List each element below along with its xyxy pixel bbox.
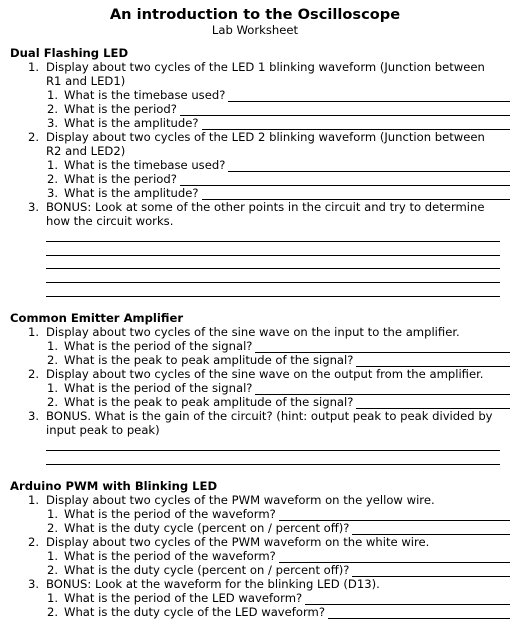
sub-question <box>0 116 510 130</box>
sub-question <box>0 158 510 172</box>
answer-blank[interactable] <box>202 119 510 130</box>
sub-question-number: 1. <box>47 506 59 521</box>
worksheet-body <box>0 46 510 619</box>
answer-line[interactable] <box>46 228 500 242</box>
sub-question-number: 2. <box>47 172 59 186</box>
question-number: 1. <box>28 60 40 74</box>
sub-question <box>0 186 510 200</box>
answer-blank[interactable] <box>305 594 510 605</box>
question-number: 2. <box>28 534 40 549</box>
answer-blank[interactable] <box>180 175 510 186</box>
sub-question-text: What is the duty cycle (percent on / percent off)? <box>64 520 350 535</box>
sub-question-number: 2. <box>47 394 59 409</box>
sub-question-number: 1. <box>47 158 59 172</box>
question-number: 2. <box>28 130 40 144</box>
sub-question <box>0 339 510 353</box>
answer-blank[interactable] <box>228 91 510 102</box>
sub-question <box>0 353 510 367</box>
answer-blank[interactable] <box>180 105 510 116</box>
sub-question-text: What is the duty cycle (percent on / percent off)? <box>64 562 350 577</box>
section <box>0 479 510 619</box>
answer-line[interactable] <box>46 269 500 283</box>
page-title: An introduction to the Oscilloscope <box>109 6 401 23</box>
question-number: 3. <box>28 200 40 214</box>
sub-question-text: What is the peak to peak amplitude of the signal? <box>64 352 354 367</box>
sub-question-text: What is the timebase used? <box>64 88 226 102</box>
sub-question-number: 1. <box>47 590 59 605</box>
answer-line[interactable] <box>46 437 500 451</box>
sub-question-text: What is the amplitude? <box>64 186 199 200</box>
answer-line[interactable] <box>46 283 500 297</box>
sub-question-number: 1. <box>47 338 59 353</box>
sub-question-text: What is the period of the waveform? <box>64 548 276 563</box>
sub-question-text: What is the period? <box>64 172 177 186</box>
section <box>0 311 510 465</box>
sub-question <box>0 507 510 521</box>
sub-question-number: 1. <box>47 88 59 102</box>
sub-question-number: 1. <box>47 548 59 563</box>
answer-blank[interactable] <box>356 398 510 409</box>
question-text: BONUS: Look at some of the other points in the circuit and try to determine how the circuit works. <box>46 200 485 228</box>
question-item <box>0 200 510 228</box>
sub-question <box>0 549 510 563</box>
answer-line[interactable] <box>46 256 500 270</box>
question-text: Display about two cycles of the sine wave on the input to the amplifier. <box>46 324 460 339</box>
section-heading: Common Emitter Amplifier <box>10 310 184 325</box>
question-number: 3. <box>28 408 40 423</box>
question-text: BONUS. What is the gain of the circuit? (hint: output peak to peak divided by input peak to peak) <box>46 408 493 437</box>
answer-blank[interactable] <box>255 342 510 353</box>
sub-question-number: 2. <box>47 520 59 535</box>
answer-blank[interactable] <box>328 608 510 619</box>
question-item <box>0 325 510 339</box>
sub-question-text: What is the period of the signal? <box>64 380 253 395</box>
sub-question <box>0 521 510 535</box>
sub-question-text: What is the period? <box>64 102 177 116</box>
sub-question-number: 3. <box>47 116 59 130</box>
question-text: Display about two cycles of the PWM waveform on the white wire. <box>46 534 430 549</box>
answer-blank[interactable] <box>356 356 510 367</box>
question-item <box>0 577 510 591</box>
question-text: Display about two cycles of the LED 2 blinking waveform (Junction between R2 and LED2) <box>46 130 485 158</box>
sub-question-text: What is the peak to peak amplitude of the signal? <box>64 394 354 409</box>
answer-line[interactable] <box>46 451 500 465</box>
question-item <box>0 60 510 88</box>
question-item <box>0 130 510 158</box>
answer-blank[interactable] <box>279 552 510 563</box>
sub-question <box>0 591 510 605</box>
sub-question <box>0 102 510 116</box>
sub-question <box>0 395 510 409</box>
page-subtitle: Lab Worksheet <box>211 23 299 37</box>
sub-question-number: 2. <box>47 352 59 367</box>
sub-question <box>0 605 510 619</box>
sub-question <box>0 172 510 186</box>
question-item <box>0 535 510 549</box>
answer-lines <box>0 228 510 297</box>
section-heading: Dual Flashing LED <box>10 46 129 60</box>
answer-blank[interactable] <box>279 510 510 521</box>
sub-question <box>0 88 510 102</box>
sub-question <box>0 381 510 395</box>
answer-blank[interactable] <box>255 384 510 395</box>
answer-blank[interactable] <box>228 161 510 172</box>
question-number: 3. <box>28 576 40 591</box>
question-text: Display about two cycles of the LED 1 blinking waveform (Junction between R1 and LED1) <box>46 60 485 88</box>
sub-question-text: What is the amplitude? <box>64 116 199 130</box>
question-number: 1. <box>28 492 40 507</box>
sub-question-number: 2. <box>47 604 59 619</box>
question-number: 2. <box>28 366 40 381</box>
section <box>0 46 510 297</box>
sub-question-text: What is the duty cycle of the LED waveform? <box>64 604 325 619</box>
answer-blank[interactable] <box>352 524 510 535</box>
sub-question-number: 2. <box>47 562 59 577</box>
section-heading: Arduino PWM with Blinking LED <box>10 478 218 493</box>
answer-line[interactable] <box>46 242 500 256</box>
sub-question-text: What is the period of the signal? <box>64 338 253 353</box>
question-item <box>0 409 510 437</box>
sub-question-text: What is the period of the LED waveform? <box>64 590 303 605</box>
answer-blank[interactable] <box>202 189 510 200</box>
sub-question-number: 1. <box>47 380 59 395</box>
question-text: Display about two cycles of the PWM waveform on the yellow wire. <box>46 492 435 507</box>
answer-blank[interactable] <box>352 566 510 577</box>
question-item <box>0 367 510 381</box>
question-number: 1. <box>28 324 40 339</box>
question-text: Display about two cycles of the sine wave on the output from the amplifier. <box>46 366 484 381</box>
sub-question-number: 2. <box>47 102 59 116</box>
sub-question-number: 3. <box>47 186 59 200</box>
sub-question-text: What is the timebase used? <box>64 158 226 172</box>
question-item <box>0 493 510 507</box>
sub-question <box>0 563 510 577</box>
question-text: BONUS: Look at the waveform for the blinking LED (D13). <box>46 576 380 591</box>
sub-question-text: What is the period of the waveform? <box>64 506 276 521</box>
answer-lines <box>0 437 510 465</box>
